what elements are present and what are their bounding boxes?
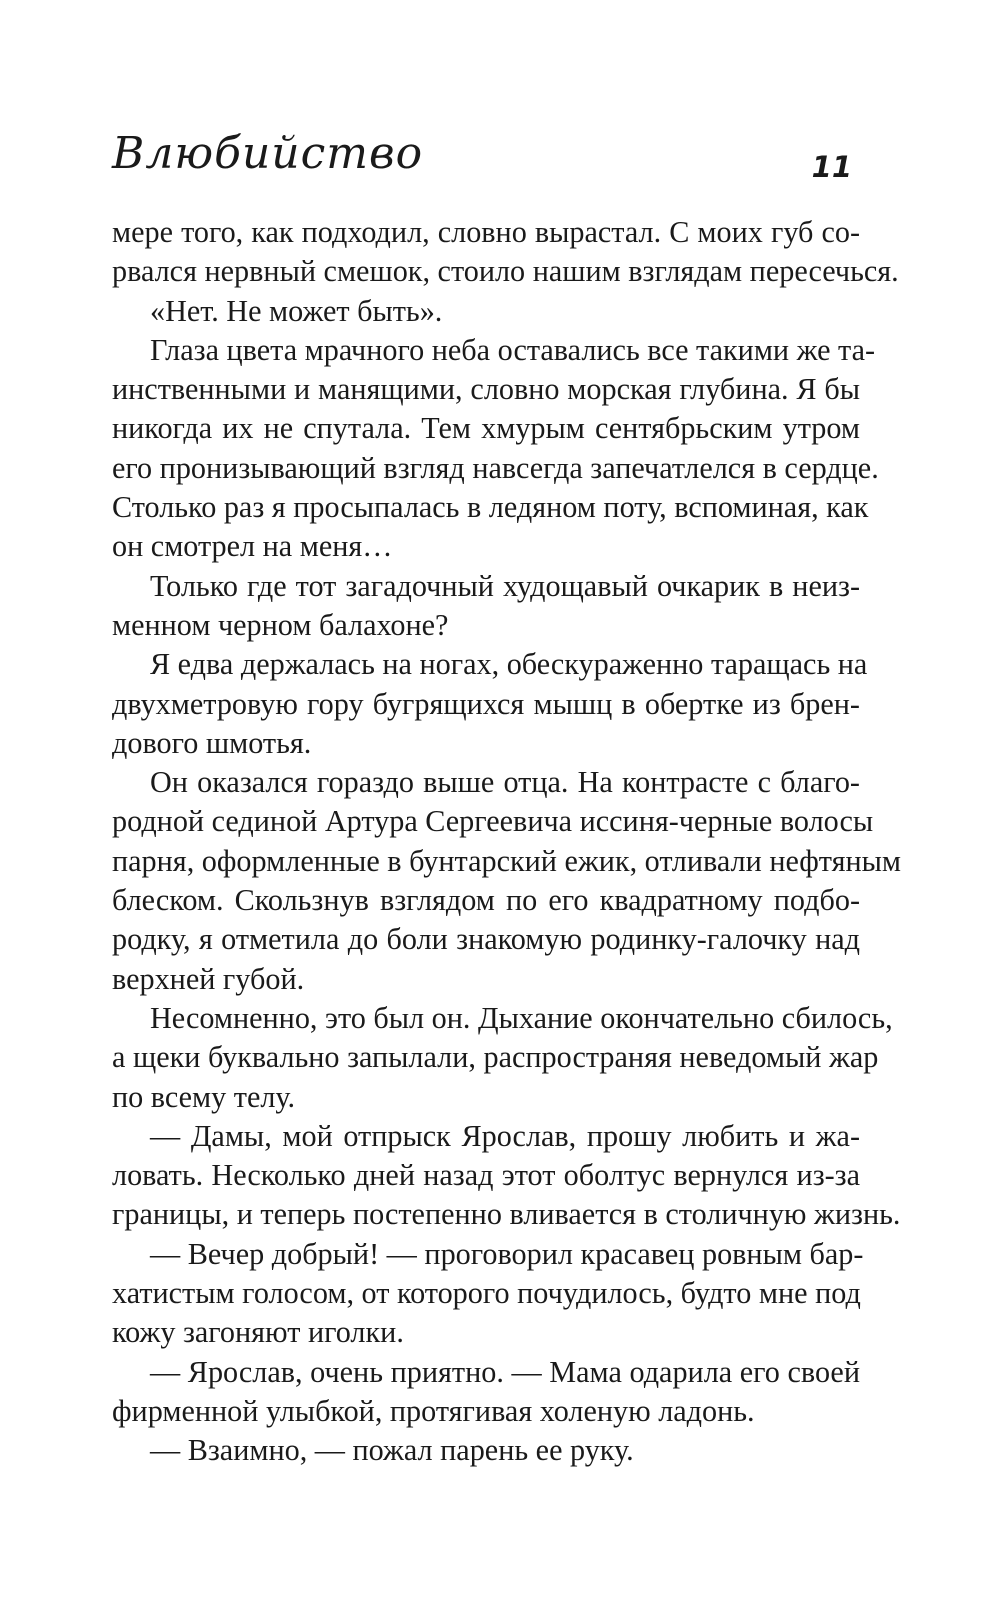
text-line: мере того, как подходил, словно вырастал. С моих губ со- — [112, 215, 860, 249]
text-line: блеском. Скользнув взглядом по его квадратному подбо- — [112, 883, 860, 918]
page-number: 11 — [811, 150, 852, 184]
text-line: его пронизывающий взгляд навсегда запечатлелся в сердце. — [112, 450, 879, 485]
text-line: никогда их не спутала. Тем хмурым сентябрьским утром — [112, 411, 860, 446]
text-line: — Ярослав, очень приятно. — Мама одарила его своей — [150, 1354, 860, 1389]
text-line: инственными и манящими, словно морская глубина. Я бы — [112, 372, 860, 407]
text-line: Столько раз я просыпалась в ледяном поту, вспоминая, как — [112, 490, 869, 525]
text-line: Он оказался гораздо выше отца. На контрасте с благо- — [150, 765, 860, 800]
text-line: менном черном балахоне? — [112, 607, 449, 642]
text-line: — Взаимно, — пожал парень ее руку. — [150, 1433, 634, 1468]
text-line: он смотрел на меня… — [112, 529, 393, 564]
text-line: по всему телу. — [112, 1079, 296, 1114]
text-line: границы, и теперь постепенно вливается в столичную жизнь. — [112, 1197, 901, 1232]
text-line: «Нет. Не может быть». — [150, 293, 443, 328]
text-line: дового шмотья. — [112, 725, 312, 760]
text-line: ловать. Несколько дней назад этот оболтус вернулся из-за — [112, 1158, 860, 1193]
text-line: родной сединой Артура Сергеевича иссиня-черные волосы — [112, 804, 874, 839]
text-line: Я едва держалась на ногах, обескураженно таращась на — [150, 647, 868, 682]
text-line: двухметровую гору бугрящихся мышц в обертке из брен- — [112, 686, 860, 721]
text-line: кожу загоняют иголки. — [112, 1315, 404, 1350]
text-line: — Дамы, мой отпрыск Ярослав, прошу любить и жа- — [150, 1118, 860, 1153]
text-line: Только где тот загадочный худощавый очкарик в неиз- — [150, 568, 860, 603]
text-line: фирменной улыбкой, протягивая холеную ладонь. — [112, 1393, 755, 1428]
text-line: Несомненно, это был он. Дыхание окончательно сбилось, — [150, 1000, 893, 1035]
text-line: Глаза цвета мрачного неба оставались все такими же та- — [150, 332, 876, 367]
text-line: рвался нервный смешок, стоило нашим взглядам пересечься. — [112, 254, 899, 289]
running-title: Влюбийство — [112, 128, 424, 179]
text-line: хатистым голосом, от которого почудилось, будто мне под — [112, 1276, 861, 1311]
body-text — [112, 213, 902, 1471]
text-line: а щеки буквально запылали, распространяя неведомый жар — [112, 1040, 879, 1075]
text-line: парня, оформленные в бунтарский ежик, отливали нефтяным — [112, 843, 902, 878]
text-line: родку, я отметила до боли знакомую родинку-галочку над — [112, 922, 860, 957]
text-line: верхней губой. — [112, 961, 305, 996]
text-line: — Вечер добрый! — проговорил красавец ровным бар- — [150, 1236, 864, 1271]
